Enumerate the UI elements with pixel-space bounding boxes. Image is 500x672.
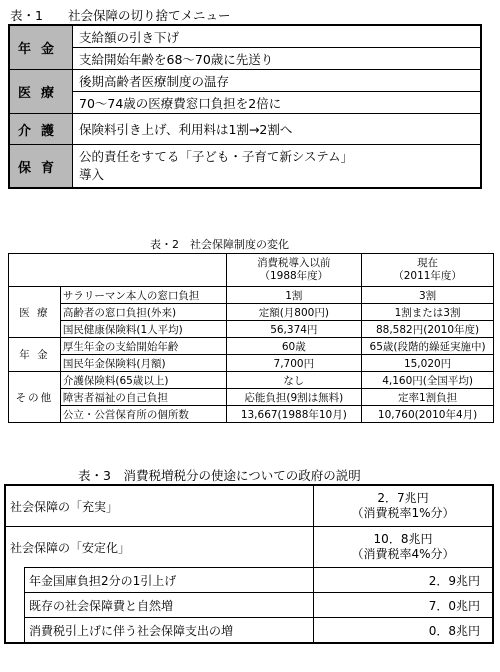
group-medical: 医 療 — [9, 287, 61, 338]
main-amount: 2．7兆円 （消費税率1%分） — [314, 485, 494, 527]
row-item: 高齢者の窓口負担(外来) — [60, 304, 226, 321]
row-now: 1割または3割 — [362, 304, 494, 321]
row-now: 15,020円 — [362, 355, 494, 372]
row-item: 国民年金保険料(月額) — [60, 355, 226, 372]
main-label: 社会保障の「安定化」 — [5, 527, 314, 568]
header-now: 現在 （2011年度） — [362, 254, 494, 287]
row-before: なし — [226, 372, 362, 389]
sub-amount: 7．0兆円 — [314, 593, 494, 618]
indent — [5, 593, 25, 618]
table3-caption: 表・3 消費税増税分の使途についての政府の説明 — [78, 468, 361, 483]
cut-item: 支給額の引き下げ — [73, 25, 482, 48]
header-blank — [9, 254, 227, 287]
cuts-menu-table — [8, 24, 482, 189]
row-now: 定率1割負担 — [362, 389, 494, 406]
sub-amount: 2．9兆円 — [314, 568, 494, 593]
main-amount: 10．8兆円 （消費税率4%分） — [314, 527, 494, 568]
cut-item: 公的責任をすてる「子ども・子育て新システム」導入 — [73, 145, 482, 189]
cut-item: 70～74歳の医療費窓口負担を2倍に — [73, 92, 482, 114]
cut-item: 後期高齢者医療制度の温存 — [73, 70, 482, 92]
category-care: 介護 — [9, 114, 73, 145]
row-before: 7,700円 — [226, 355, 362, 372]
row-before: 応能負担(9割は無料) — [226, 389, 362, 406]
row-before: 13,667(1988年10月) — [226, 406, 362, 423]
row-item: 障害者福祉の自己負担 — [60, 389, 226, 406]
sub-label: 既存の社会保障費と自然増 — [25, 593, 314, 618]
row-item: 公立・公営保育所の個所数 — [60, 406, 226, 423]
sub-label: 年金国庫負担2分の1引上げ — [25, 568, 314, 593]
row-before: 60歳 — [226, 338, 362, 355]
row-now: 88,582円(2010年度) — [362, 321, 494, 338]
sub-label: 消費税引上げに伴う社会保障支出の増 — [25, 618, 314, 644]
row-item: 国民健康保険料(1人平均) — [60, 321, 226, 338]
indent — [5, 568, 25, 593]
system-changes-table — [8, 253, 494, 423]
row-now: 3割 — [362, 287, 494, 304]
tax-usage-table — [4, 484, 494, 644]
indent — [5, 618, 25, 644]
table1-caption: 表・1 社会保障の切り捨てメニュー — [10, 8, 231, 23]
header-before: 消費税導入以前 （1988年度） — [226, 254, 362, 287]
group-other: その他 — [9, 372, 61, 423]
main-label: 社会保障の「充実」 — [10, 499, 119, 514]
table2-caption: 表・2 社会保障制度の変化 — [150, 238, 289, 251]
cut-item: 保険料引き上げ、利用料は1割→2割へ — [73, 114, 482, 145]
row-before: 1割 — [226, 287, 362, 304]
category-pension: 年金 — [9, 25, 73, 70]
row-now: 4,160円(全国平均) — [362, 372, 494, 389]
row-now: 10,760(2010年4月) — [362, 406, 494, 423]
row-item: サラリーマン本人の窓口負担 — [60, 287, 226, 304]
sub-amount: 0．8兆円 — [314, 618, 494, 644]
category-medical: 医療 — [9, 70, 73, 114]
group-pension: 年 金 — [9, 338, 61, 372]
row-now: 65歳(段階的繰延実施中) — [362, 338, 494, 355]
cut-item: 支給開始年齢を68～70歳に先送り — [73, 48, 482, 70]
row-before: 定額(月800円) — [226, 304, 362, 321]
row-before: 56,374円 — [226, 321, 362, 338]
row-item: 厚生年金の支給開始年齢 — [60, 338, 226, 355]
category-childcare: 保育 — [9, 145, 73, 189]
row-item: 介護保険料(65歳以上) — [60, 372, 226, 389]
